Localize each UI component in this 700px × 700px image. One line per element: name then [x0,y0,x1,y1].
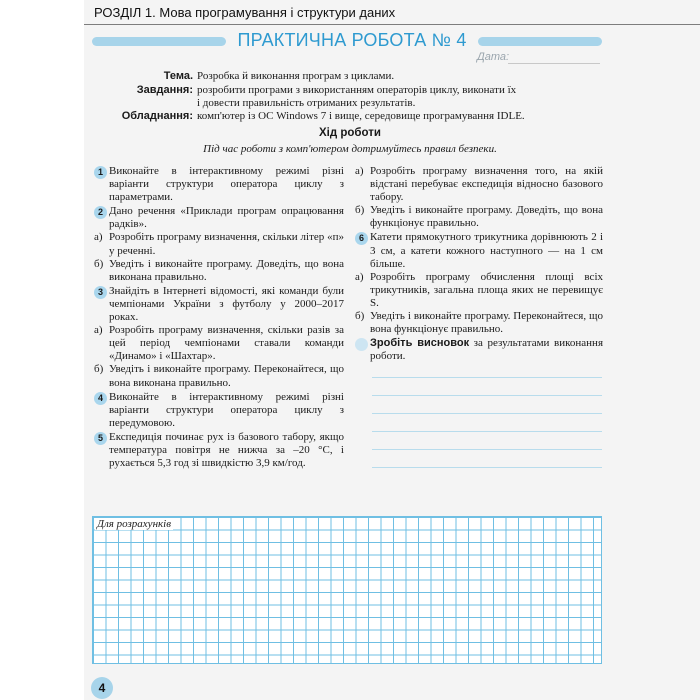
answer-line[interactable] [372,395,602,396]
task-text: Знайдіть в Інтернеті відомості, які команди були чемпіонами України з футболу у 2000–2017 роках. [109,284,344,324]
page-margin [0,0,84,700]
page-number: 4 [91,677,113,699]
subtask-letter: а) [94,324,103,337]
title-bar-right [478,37,602,46]
section-title: Хід роботи [319,127,381,139]
right-column [355,165,603,363]
task-item [94,391,344,430]
subtask-text: Уведіть і виконайте програму. Доведіть, що вона функціонує правильно. [370,204,603,230]
answer-line[interactable] [372,449,602,450]
task-value-line-1: розробити програми з використанням операторів циклу, виконати їх [197,84,517,96]
running-header [94,5,395,20]
equipment-value: комп'ютер із ОС Windows 7 і вище, середовище програмування IDLE. [197,110,525,122]
conclusion-bold: Зробіть висновок [370,337,470,350]
task-number-badge: 5 [94,432,107,445]
grid-label: Для розрахунків [97,518,172,530]
task-number-badge: 2 [94,206,107,219]
subtask-letter: б) [94,363,104,376]
date-label: Дата: [477,51,510,63]
safety-note: Під час роботи з комп'ютером дотримуйтесь правил безпеки. [203,143,497,155]
subtask-item [94,363,344,389]
conclusion-bullet [355,338,368,351]
task-text: Дано речення «Приклади програм опрацювання радків». [109,205,344,231]
header-section: РОЗДІЛ 1. [94,5,156,20]
subtask-text: Уведіть і виконайте програму. Переконайтеся, що вона виконана правильно. [109,363,344,389]
subtask-text: Розробіть програму визначення, скільки разів за цей період чемпіонами ставали команди «Динамо» і «Шахтар». [109,324,344,363]
answer-line[interactable] [372,431,602,432]
date-field [508,63,600,64]
subtask-letter: а) [355,270,364,283]
equipment-label: Обладнання: [121,110,193,122]
subtask-letter: б) [355,204,365,217]
subtask-letter: б) [355,310,365,323]
task-label: Завдання: [136,84,193,96]
subtask-item [355,310,603,336]
subtask-item [94,258,344,284]
topic-label: Тема. [163,70,193,82]
task-item [355,231,603,270]
subtask-letter: а) [355,165,364,177]
subtask-item [355,204,603,230]
subtask-letter: б) [94,257,104,270]
subtask-text: Розробіть програму визначення того, на якій відстані перебуває експедиція відносно базового табору. [370,165,603,204]
task-number-badge: 6 [355,232,368,245]
task-item [94,431,344,470]
header-divider [84,24,700,25]
left-column [94,165,344,470]
page-title: ПРАКТИЧНА РОБОТА № 4 [237,30,467,50]
answer-line[interactable] [372,467,602,468]
answer-line[interactable] [372,377,602,378]
calculation-grid[interactable] [92,516,602,664]
subtask-letter: а) [94,231,103,244]
subtask-text: Розробіть програму визначення, скільки літер «п» у реченні. [109,231,344,257]
subtask-text: Уведіть і виконайте програму. Доведіть, що вона виконана правильно. [109,257,344,283]
task-item [94,285,344,324]
task-text: Катети прямокутного трикутника дорівнюють 2 і 3 см, а катети кожного наступного — на 1 см більше. [370,231,603,270]
answer-line[interactable] [372,413,602,414]
header-subtitle: Мова програмування і структури даних [159,5,396,20]
task-number-badge: 3 [94,286,107,299]
task-item [94,165,344,204]
task-value-line-2: і довести правильність отриманих результатів. [197,97,416,109]
subtask-text: Уведіть і виконайте програму. Переконайтеся, що вона функціонує правильно. [370,310,603,336]
subtask-item [355,271,603,310]
subtask-text: Розробіть програму обчислення площі всіх трикутників, загальна площа яких не перевищує S. [370,270,603,309]
task-text: Виконайте в інтерактивному режимі різні варіанти структури оператора циклу з параметрами. [109,165,344,204]
subtask-item [355,165,603,204]
task-text: Виконайте в інтерактивному режимі різні варіанти структури оператора циклу з передумовою. [109,390,344,429]
title-bar-left [92,37,226,46]
task-number-badge: 1 [94,166,107,179]
task-item [94,205,344,231]
topic-value: Розробка й виконання програм з циклами. [197,70,395,82]
subtask-item [94,231,344,257]
task-number-badge: 4 [94,392,107,405]
task-text: Експедиція починає рух із базового табору, якщо температура повітря не нижча за –20 °С, і рухається 5,3 год зі швидкістю 3,9 км/год. [109,430,344,470]
subtask-item [94,324,344,363]
conclusion-text: за результатами виконання роботи. [370,337,603,363]
conclusion-item [355,337,603,363]
